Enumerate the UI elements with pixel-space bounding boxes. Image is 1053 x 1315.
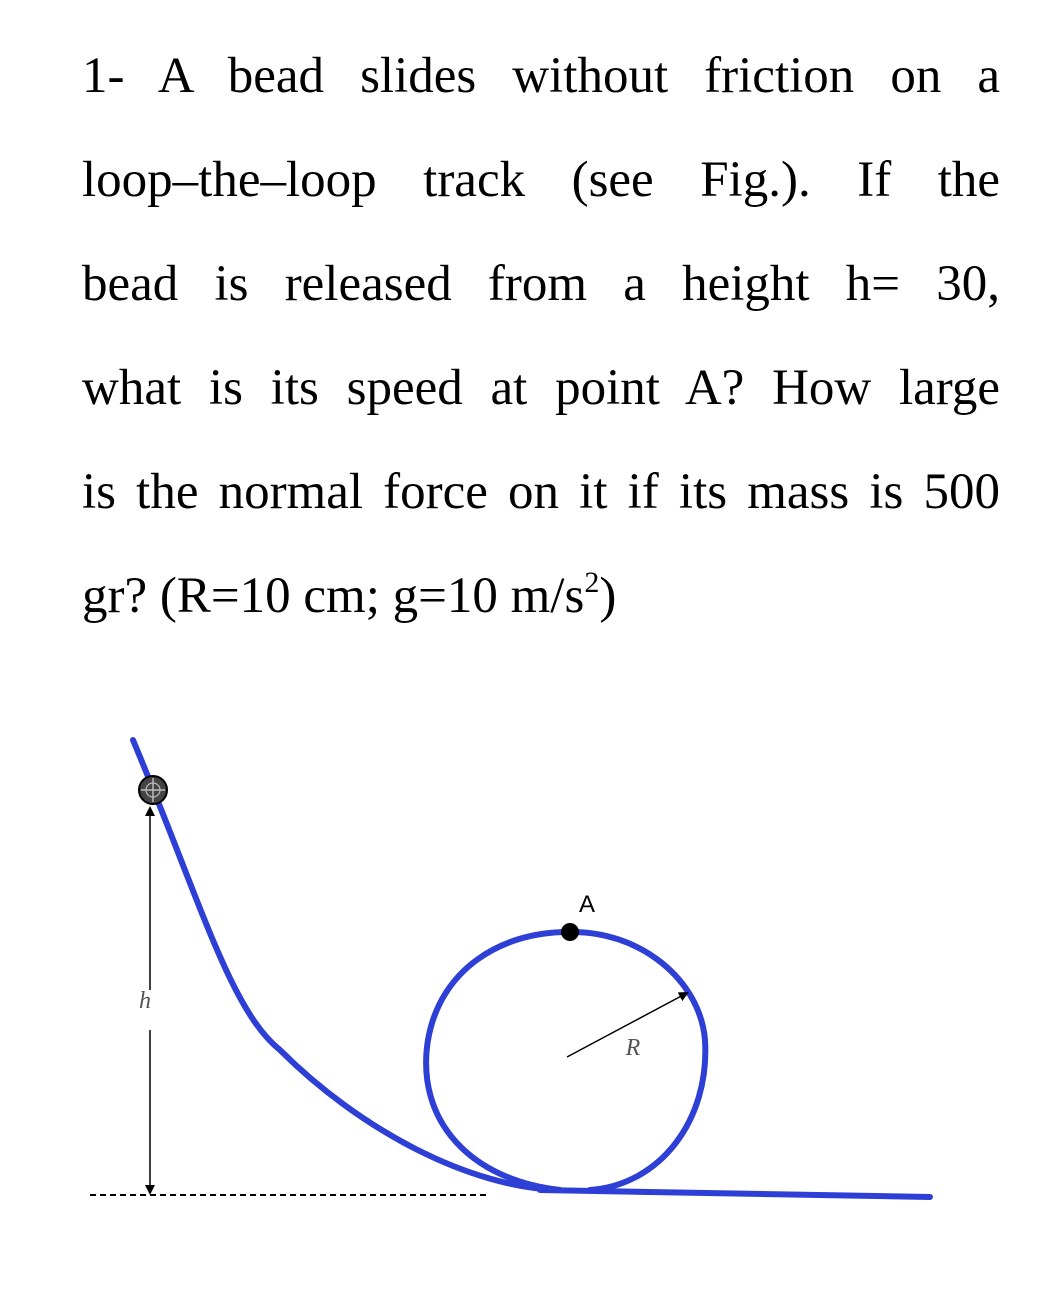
problem-line-2: loop–the–loop track (see Fig.). If the [82, 152, 1000, 208]
problem-line-6-suffix: ) [599, 568, 617, 624]
problem-statement [82, 38, 1000, 662]
track-exit [540, 1190, 930, 1197]
track-loop [426, 932, 705, 1190]
problem-line-3: bead is released from a height h= 30, [82, 256, 1000, 312]
point-a-label: A [578, 891, 596, 918]
radius-label: R [625, 1035, 641, 1061]
problem-line-6-superscript: 2 [584, 566, 600, 599]
point-a-dot [561, 923, 579, 941]
problem-line-6-prefix: gr? (R=10 cm; g=10 m/s [82, 568, 585, 624]
problem-line-6 [82, 558, 1000, 662]
bead-icon [139, 776, 167, 804]
problem-line-5: is the normal force on it if its mass is 500 [82, 464, 1000, 520]
problem-line-1: 1- A bead slides without friction on a [82, 48, 1000, 104]
track-slope [133, 740, 560, 1190]
loop-the-loop-figure [0, 700, 1053, 1260]
height-label: h [139, 988, 151, 1014]
problem-line-4: what is its speed at point A? How large [82, 360, 1000, 416]
